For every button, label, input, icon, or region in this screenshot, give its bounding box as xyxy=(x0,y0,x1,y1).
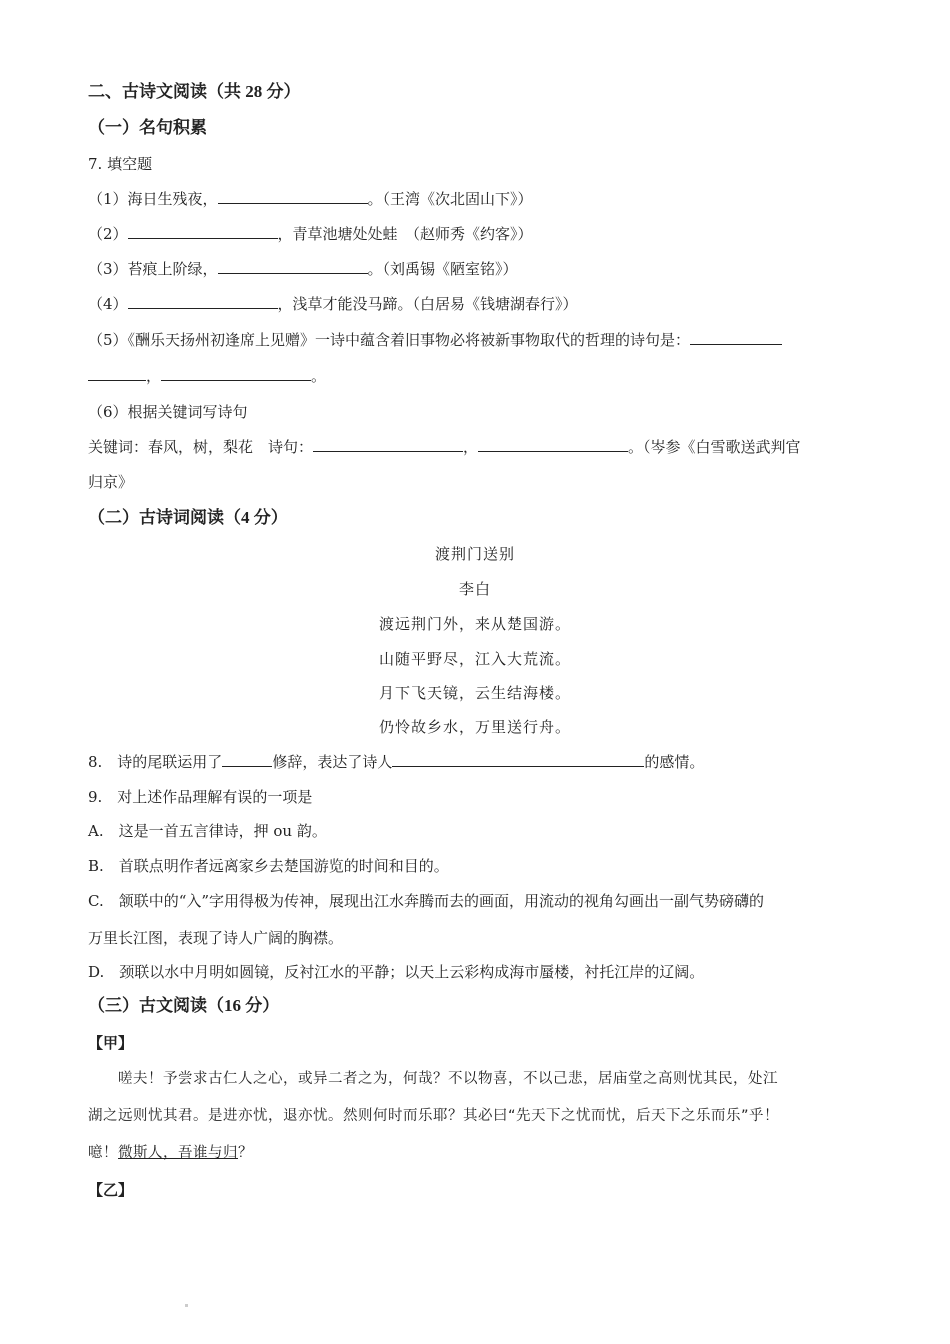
q7-item-1-prefix: （1）海日生残夜， xyxy=(88,190,218,208)
answer-blank[interactable] xyxy=(161,366,311,381)
poem-line: 渡远荆门外，来从楚国游。 xyxy=(378,615,571,633)
poem-line: 仍怜故乡水，万里送行舟。 xyxy=(378,718,571,736)
section-title: 二、古诗文阅读（共 28 分） xyxy=(88,82,301,101)
question-9-stem: 9. 对上述作品理解有误的一项是 xyxy=(88,788,313,806)
q8-middle: 修辞，表达了诗人 xyxy=(272,753,393,771)
comma: ， xyxy=(146,367,162,385)
answer-blank[interactable] xyxy=(88,366,146,381)
answer-blank[interactable] xyxy=(690,330,782,345)
passage-jia-line-1: 嗟夫！予尝求古仁人之心，或异二者之为，何哉？不以物喜，不以己悲，居庙堂之高则忧其民，处江 xyxy=(118,1071,778,1087)
q7-item-6-source: 。（岑参《白雪歌送武判官 xyxy=(628,438,801,456)
q7-item-6-title: （6）根据关键词写诗句 xyxy=(88,403,248,421)
passage-yi-label: 【乙】 xyxy=(88,1181,134,1199)
passage-jia-label: 【甲】 xyxy=(88,1034,134,1052)
option-d[interactable]: D. 颈联以水中月明如圆镜，反衬江水的平静；以天上云彩构成海市蜃楼，衬托江岸的辽阔。 xyxy=(88,963,705,981)
q7-item-2-prefix: （2） xyxy=(88,225,128,243)
passage-jia-line-2: 湖之远则忧其君。是进亦忧，退亦忧。然则何时而乐耶？其必曰“先天下之忧而忧，后天下之乐而乐”乎！ xyxy=(88,1108,780,1124)
question-mark: ？ xyxy=(238,1145,253,1161)
poem-author: 李白 xyxy=(458,580,491,598)
question-8 xyxy=(88,752,704,772)
part3-title: （三）古文阅读（16 分） xyxy=(88,996,280,1015)
part1-title: （一）名句积累 xyxy=(88,118,207,137)
q7-item-1-suffix: 。（王湾《次北固山下》） xyxy=(367,190,533,208)
q8-prefix: 8. 诗的尾联运用了 xyxy=(88,753,223,771)
q7-item-5-prompt: （5）《酬乐天扬州初逢席上见赠》一诗中蕴含着旧事物必将被新事物取代的哲理的诗句是： xyxy=(88,331,691,349)
period: 。 xyxy=(311,367,327,385)
poem-title: 渡荆门送别 xyxy=(434,545,515,563)
q7-item-2 xyxy=(88,224,533,244)
underlined-sentence: 微斯人，吾谁与归 xyxy=(118,1145,238,1161)
scan-mark xyxy=(185,1304,188,1307)
answer-blank[interactable] xyxy=(392,752,644,767)
answer-blank[interactable] xyxy=(313,437,463,452)
answer-blank[interactable] xyxy=(128,294,278,309)
q8-suffix: 的感情。 xyxy=(644,753,705,771)
answer-blank[interactable] xyxy=(222,752,272,767)
option-c-line-1[interactable]: C. 颔联中的“入”字用得极为传神，展现出江水奔腾而去的画面，用流动的视角勾画出一副气势磅礴的 xyxy=(88,892,765,910)
q7-item-3 xyxy=(88,259,518,279)
answer-blank[interactable] xyxy=(478,437,628,452)
q7-item-6-line-1 xyxy=(88,437,801,457)
q7-item-2-suffix: ，青草池塘处处蛙 （赵师秀《约客》） xyxy=(277,225,533,243)
q7-item-5-line-1 xyxy=(88,330,782,350)
q7-item-1 xyxy=(88,189,533,209)
answer-blank[interactable] xyxy=(218,259,368,274)
answer-blank[interactable] xyxy=(128,224,278,239)
poem-line: 月下飞天镜，云生结海楼。 xyxy=(378,684,571,702)
interjection: 噫！ xyxy=(88,1145,118,1161)
question-7-label: 7. 填空题 xyxy=(88,155,153,173)
passage-jia-line-3 xyxy=(88,1143,253,1163)
q7-item-3-suffix: 。（刘禹锡《陋室铭》） xyxy=(367,260,518,278)
option-b[interactable]: B. 首联点明作者远离家乡去楚国游览的时间和目的。 xyxy=(88,857,449,875)
q7-item-5-line-2 xyxy=(88,366,326,386)
part2-title: （二）古诗词阅读（4 分） xyxy=(88,508,288,527)
comma: ， xyxy=(463,438,479,456)
q7-item-4 xyxy=(88,294,578,314)
option-a[interactable]: A. 这是一首五言律诗，押 ou 韵。 xyxy=(88,822,327,840)
option-c-line-2[interactable]: 万里长江图，表现了诗人广阔的胸襟。 xyxy=(88,929,344,947)
poem-line: 山随平野尽，江入大荒流。 xyxy=(378,650,571,668)
q7-item-6-line-2: 归京》 xyxy=(88,473,134,491)
q7-item-4-suffix: ，浅草才能没马蹄。（白居易《钱塘湖春行》） xyxy=(277,295,578,313)
keywords-text: 关键词：春风，树，梨花 诗句： xyxy=(88,438,314,456)
q7-item-4-prefix: （4） xyxy=(88,295,128,313)
answer-blank[interactable] xyxy=(218,189,368,204)
q7-item-3-prefix: （3）苔痕上阶绿， xyxy=(88,260,218,278)
